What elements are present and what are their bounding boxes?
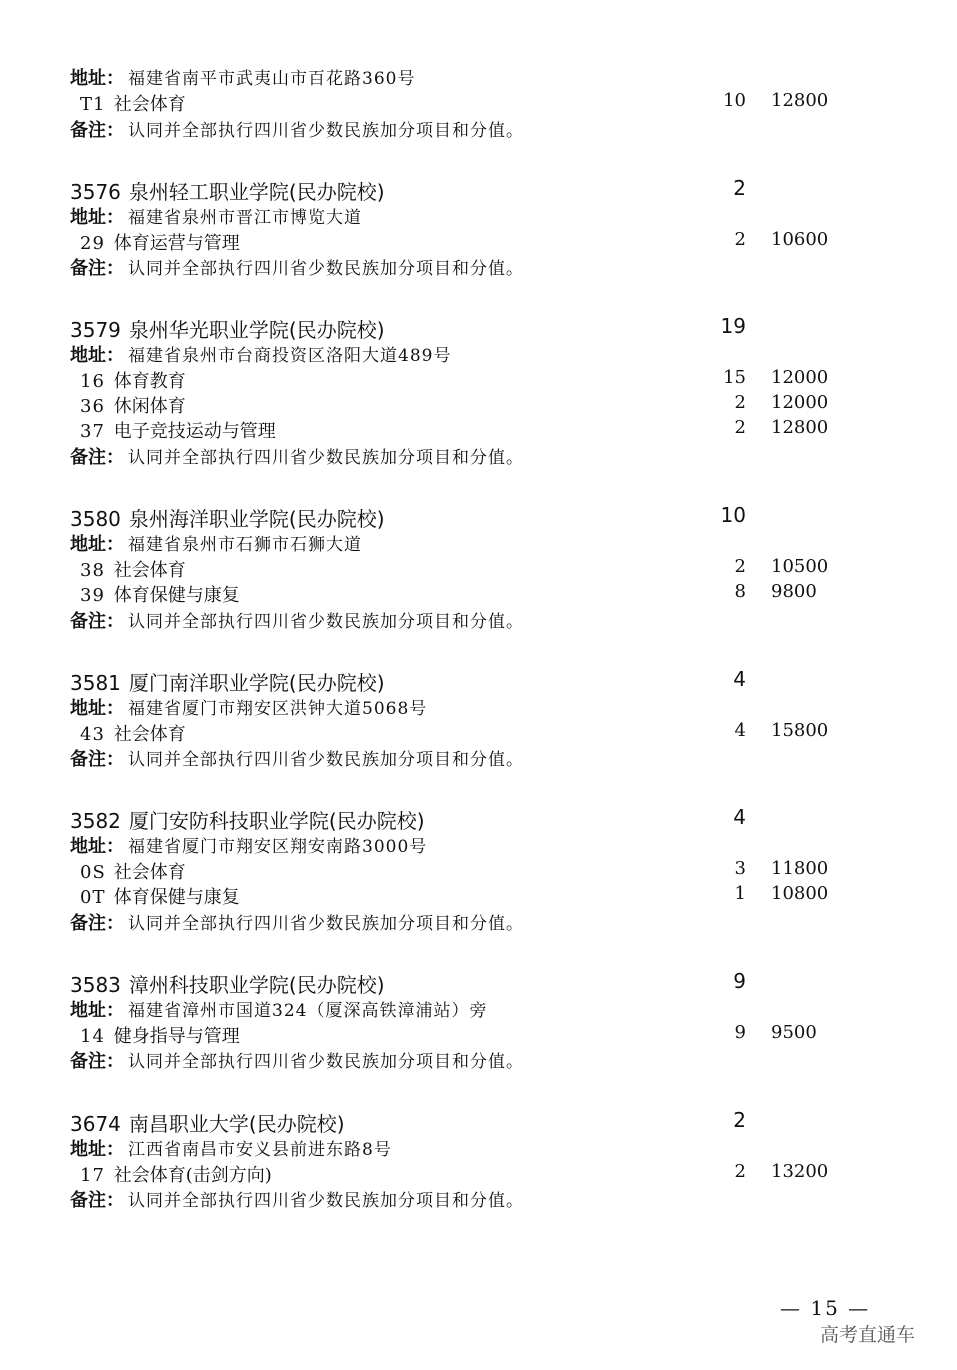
school-total: 4 (733, 667, 746, 691)
school-name: 漳州科技职业学院(民办院校) (128, 973, 385, 997)
major-count: 3 (734, 858, 746, 879)
major-name: 社会体育(击剑方向) (113, 1165, 272, 1186)
major-name: 体育保健与康复 (113, 585, 240, 606)
major-code: 37 (80, 421, 105, 442)
note-text: 认同并全部执行四川省少数民族加分项目和分值。 (128, 448, 524, 468)
note-label: 备注： (70, 913, 124, 934)
note-text: 认同并全部执行四川省少数民族加分项目和分值。 (128, 914, 524, 934)
note-label: 备注： (70, 447, 124, 468)
page-number: — 15 — (780, 1296, 871, 1320)
school-name: 厦门南洋职业学院(民办院校) (128, 671, 385, 695)
address-text: 福建省泉州市石狮市石狮大道 (128, 535, 362, 555)
major-count: 10 (723, 90, 746, 111)
major-code: 16 (80, 371, 105, 392)
major-count: 2 (734, 229, 746, 250)
address-text: 福建省厦门市翔安区洪钟大道5068号 (128, 699, 428, 719)
major-fee: 10800 (771, 883, 829, 904)
major-count: 2 (734, 1161, 746, 1182)
note-text: 认同并全部执行四川省少数民族加分项目和分值。 (128, 1191, 524, 1211)
major-count: 9 (734, 1022, 746, 1043)
note-label: 备注： (70, 1051, 124, 1072)
address-label: 地址： (70, 1000, 124, 1021)
major-count: 1 (734, 883, 746, 904)
school-total: 19 (720, 314, 746, 338)
major-code: 0T (80, 887, 106, 908)
major-count: 8 (734, 581, 746, 602)
major-name: 休闲体育 (113, 396, 186, 417)
address-text: 福建省漳州市国道324（厦深高铁漳浦站）旁 (128, 1001, 488, 1021)
major-code: T1 (80, 94, 106, 115)
major-fee: 9500 (771, 1022, 817, 1043)
major-name: 电子竞技运动与管理 (113, 421, 276, 442)
school-total: 4 (733, 805, 746, 829)
school-name: 南昌职业大学(民办院校) (128, 1112, 345, 1136)
major-fee: 12800 (771, 90, 829, 111)
major-fee: 10500 (771, 556, 829, 577)
major-fee: 12000 (771, 392, 829, 413)
school-total: 2 (733, 1108, 746, 1132)
major-count: 2 (734, 556, 746, 577)
address-label: 地址： (70, 534, 124, 555)
major-fee: 12000 (771, 367, 829, 388)
address-label: 地址： (70, 836, 124, 857)
major-name: 社会体育 (113, 862, 186, 883)
address-label: 地址： (70, 68, 124, 89)
school-total: 9 (733, 969, 746, 993)
address-text: 福建省南平市武夷山市百花路360号 (128, 69, 416, 89)
school-name: 泉州轻工职业学院(民办院校) (128, 180, 385, 204)
school-code: 3580 (70, 507, 121, 531)
school-name: 厦门安防科技职业学院(民办院校) (128, 809, 425, 833)
school-total: 2 (733, 176, 746, 200)
note-label: 备注： (70, 120, 124, 141)
address-text: 福建省泉州市台商投资区洛阳大道489号 (128, 346, 452, 366)
major-code: 17 (80, 1165, 105, 1186)
major-code: 36 (80, 396, 105, 417)
address-label: 地址： (70, 345, 124, 366)
major-fee: 10600 (771, 229, 829, 250)
school-code: 3582 (70, 809, 121, 833)
major-name: 体育保健与康复 (113, 887, 240, 908)
major-name: 体育教育 (113, 371, 186, 392)
school-code: 3581 (70, 671, 121, 695)
major-count: 2 (734, 392, 746, 413)
major-name: 社会体育 (113, 94, 186, 115)
address-text: 江西省南昌市安义县前进东路8号 (128, 1140, 392, 1160)
major-code: 38 (80, 560, 105, 581)
major-fee: 15800 (771, 720, 829, 741)
major-fee: 11800 (771, 858, 829, 879)
school-name: 泉州华光职业学院(民办院校) (128, 318, 385, 342)
note-label: 备注： (70, 1190, 124, 1211)
school-name: 泉州海洋职业学院(民办院校) (128, 507, 385, 531)
major-fee: 9800 (771, 581, 817, 602)
address-text: 福建省泉州市晋江市博览大道 (128, 208, 362, 228)
major-code: 14 (80, 1026, 105, 1047)
note-label: 备注： (70, 611, 124, 632)
major-count: 15 (723, 367, 746, 388)
major-fee: 12800 (771, 417, 829, 438)
address-label: 地址： (70, 207, 124, 228)
note-text: 认同并全部执行四川省少数民族加分项目和分值。 (128, 121, 524, 141)
note-text: 认同并全部执行四川省少数民族加分项目和分值。 (128, 259, 524, 279)
major-count: 4 (734, 720, 746, 741)
note-label: 备注： (70, 749, 124, 770)
major-name: 社会体育 (113, 724, 186, 745)
school-code: 3579 (70, 318, 121, 342)
note-text: 认同并全部执行四川省少数民族加分项目和分值。 (128, 612, 524, 632)
address-label: 地址： (70, 698, 124, 719)
major-code: 0S (80, 862, 106, 883)
major-name: 体育运营与管理 (113, 233, 240, 254)
school-code: 3674 (70, 1112, 121, 1136)
major-code: 39 (80, 585, 105, 606)
note-text: 认同并全部执行四川省少数民族加分项目和分值。 (128, 1052, 524, 1072)
school-code: 3576 (70, 180, 121, 204)
major-fee: 13200 (771, 1161, 829, 1182)
note-label: 备注： (70, 258, 124, 279)
school-code: 3583 (70, 973, 121, 997)
address-label: 地址： (70, 1139, 124, 1160)
major-code: 29 (80, 233, 105, 254)
major-code: 43 (80, 724, 105, 745)
note-text: 认同并全部执行四川省少数民族加分项目和分值。 (128, 750, 524, 770)
major-name: 健身指导与管理 (113, 1026, 240, 1047)
major-name: 社会体育 (113, 560, 186, 581)
major-count: 2 (734, 417, 746, 438)
watermark: 高考直通车 (820, 1324, 916, 1346)
school-total: 10 (720, 503, 746, 527)
address-text: 福建省厦门市翔安区翔安南路3000号 (128, 837, 428, 857)
